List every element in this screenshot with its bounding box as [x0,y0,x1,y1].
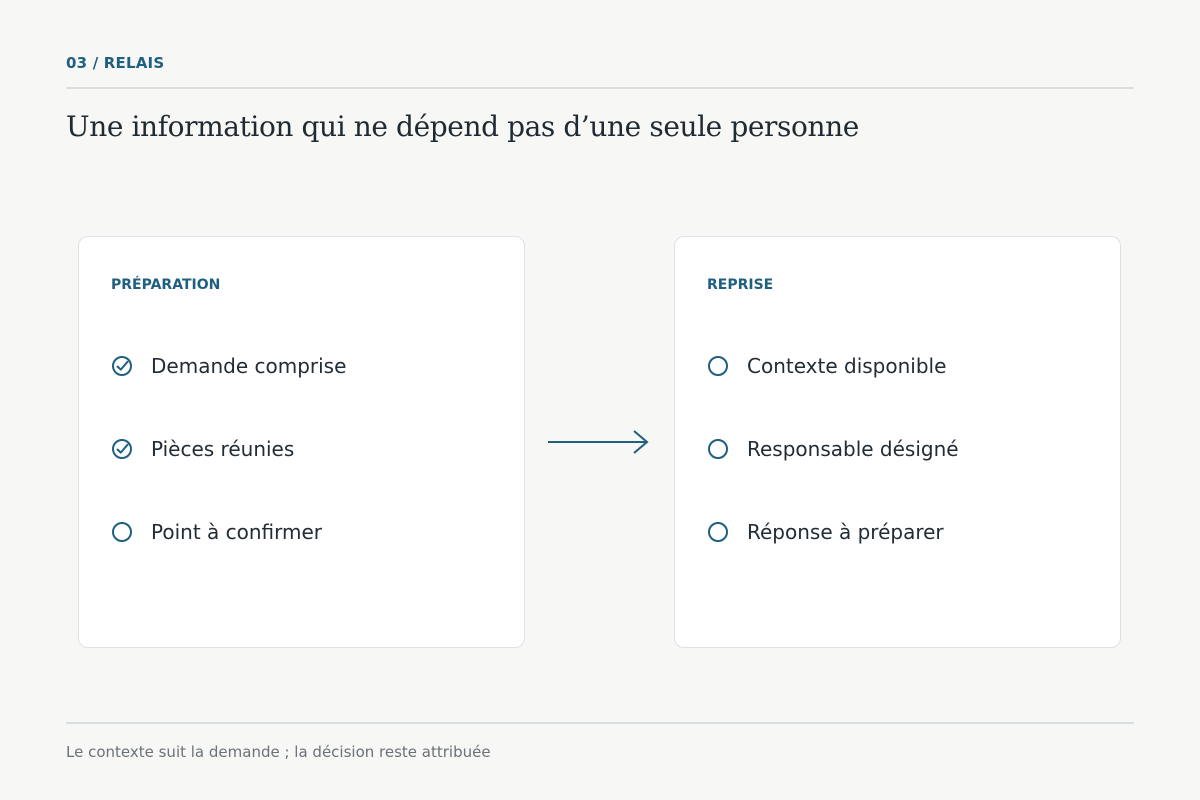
checklist-item [707,517,944,547]
empty-circle-icon [707,355,729,377]
check-circle-icon [111,355,133,377]
preparation-heading: PRÉPARATION [111,277,221,293]
empty-circle-icon [111,521,133,543]
section-label: 03 / RELAIS [66,54,165,72]
bottom-divider [66,722,1134,724]
checklist-item [707,351,946,381]
empty-circle-icon [707,521,729,543]
top-divider [66,87,1134,89]
empty-circle-icon [707,438,729,460]
reprise-card [674,236,1121,648]
footer-caption: Le contexte suit la demande ; la décision reste attribuée [66,743,491,761]
preparation-card [78,236,525,648]
arrow-right-icon [546,428,650,456]
page-title: Une information qui ne dépend pas d’une seule personne [66,110,859,143]
checklist-item [111,351,346,381]
checklist-item-label: Demande comprise [151,354,347,378]
checklist-item-label: Point à confirmer [151,520,323,544]
checklist-item-label: Contexte disponible [747,354,947,378]
checklist-item-label: Réponse à préparer [747,520,944,544]
checklist-item [111,434,294,464]
checklist-item-label: Pièces réunies [151,437,295,461]
checklist-item-label: Responsable désigné [747,437,959,461]
check-circle-icon [111,438,133,460]
checklist-item [707,434,959,464]
reprise-heading: REPRISE [707,277,774,293]
checklist-item [111,517,322,547]
